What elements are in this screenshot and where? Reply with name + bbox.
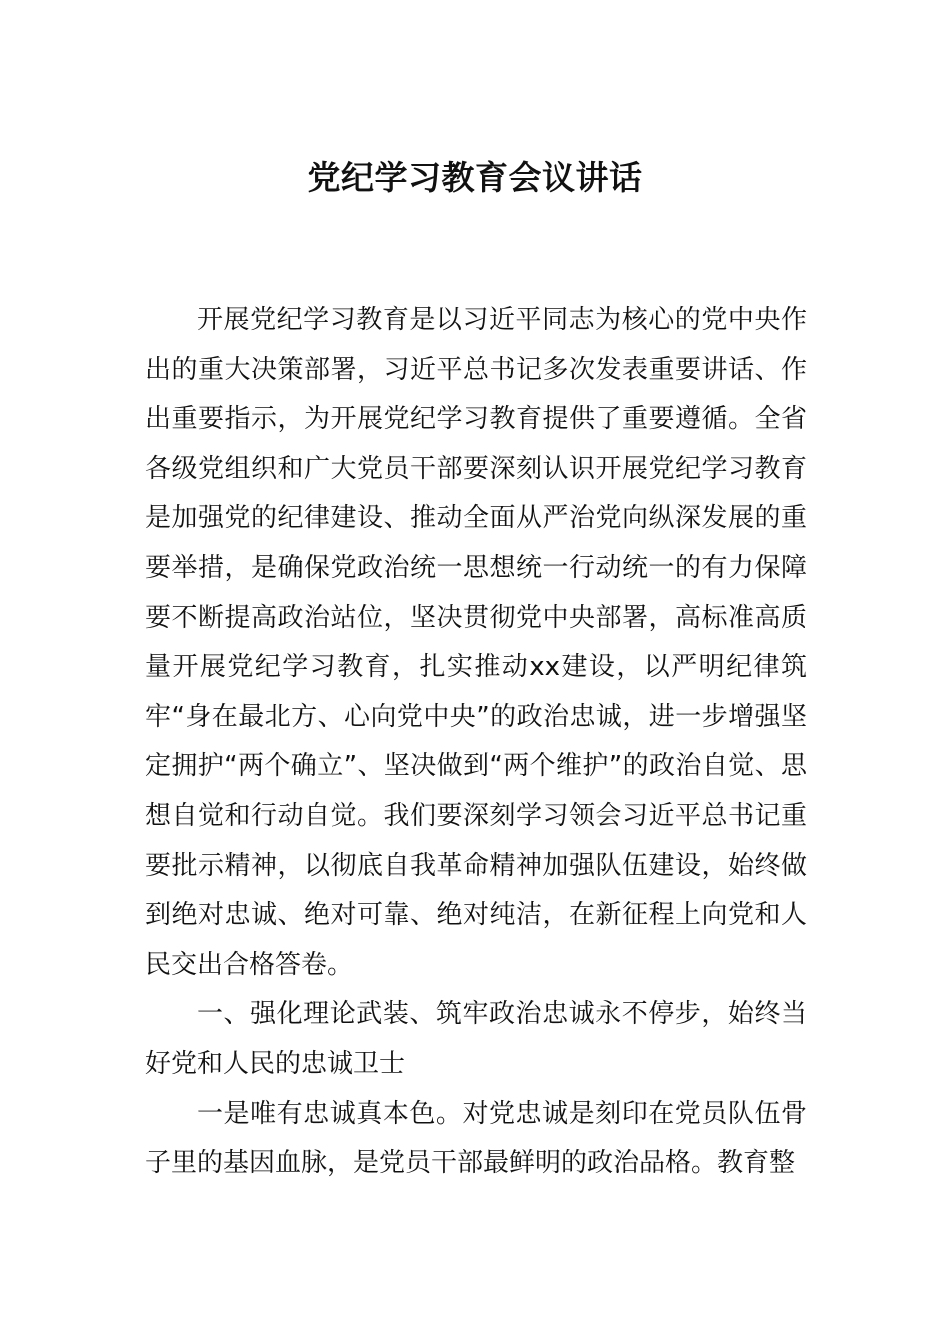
paragraph-point-one: 一是唯有忠诚真本色。对党忠诚是刻印在党员队伍骨子里的基因血脉，是党员干部最鲜明的政治品格。教育整 [145, 1098, 807, 1179]
paragraph-section-heading: 一、强化理论武装、筑牢政治忠诚永不停步，始终当好党和人民的忠诚卫士 [145, 999, 807, 1079]
document-title: 党纪学习教育会议讲话 [307, 158, 643, 197]
paragraph-intro: 开展党纪学习教育是以习近平同志为核心的党中央作出的重大决策部署，习近平总书记多次发表重要讲话、作出重要指示，为开展党纪学习教育提供了重要遵循。全省各级党组织和广大党员干部要深刻认识开展党纪学习教育是加强党的纪律建设、推动全面从严治党向纵深发展的重要举措，是确保党政治统一思想统一行动统一的有力保障要不断提高政治站位，坚决贯彻党中央部署，高标准高质量开展党纪学习教育，扎实推动xx建设，以严明纪律筑牢“身在最北方、心向党中央”的政治忠诚，进一步增强坚定拥护“两个确立”、坚决做到“两个维护”的政治自觉、思想自觉和行动自觉。我们要深刻学习领会习近平总书记重要批示精神，以彻底自我革命精神加强队伍建设，始终做到绝对忠诚、绝对可靠、绝对纯洁，在新征程上向党和人民交出合格答卷。 [145, 305, 807, 980]
document-body [145, 296, 807, 1189]
